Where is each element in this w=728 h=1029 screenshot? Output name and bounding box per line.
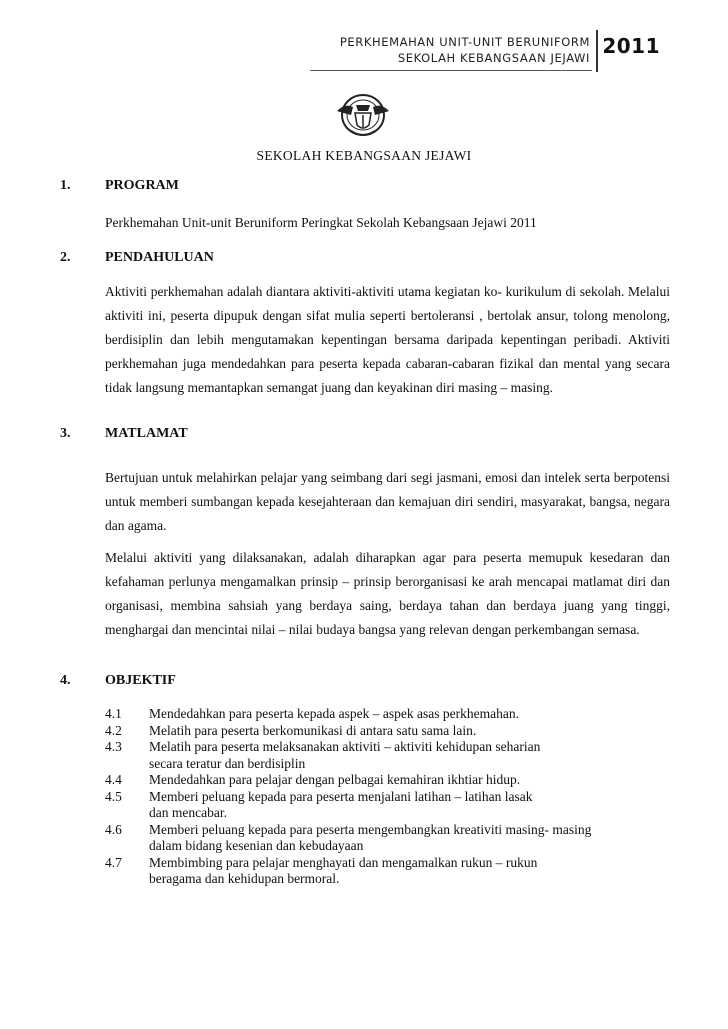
section-4-number: 4. xyxy=(60,673,71,688)
section-4-title: OBJEKTIF xyxy=(105,673,176,688)
list-item-text xyxy=(149,855,670,888)
pendahuluan-paragraph: Aktiviti perkhemahan adalah diantara aktiviti-aktiviti utama kegiatan ko- kurikulum di sekolah. Melalui aktiviti ini, peserta dipupuk dengan sifat mulia seperti bertoleransi , bertolak ansur, tolong menolong, berdisiplin dan lebih mengutamakan kepentingan bersama daripada kepentingan peribadi. Aktiviti perkhemahan juga mendedahkan para peserta kepada cabaran-cabaran fizikal dan mental yang secara tidak langsung memantapkan semangat juang dan keyakinan diri masing – masing. xyxy=(105,284,670,395)
list-item-number: 4.7 xyxy=(105,854,122,870)
list-item-line: secara teratur dan berdisiplin xyxy=(149,755,306,771)
list-item-line: Mendedahkan para pelajar dengan pelbagai kemahiran ikhtiar hidup. xyxy=(149,772,521,787)
section-2-title: PENDAHULUAN xyxy=(105,250,214,265)
list-item-number: 4.2 xyxy=(105,722,122,738)
page-header xyxy=(300,30,670,72)
list-item xyxy=(105,706,670,723)
list-item-number: 4.5 xyxy=(105,788,122,804)
school-title: SEKOLAH KEBANGSAAN JEJAWI xyxy=(256,148,472,163)
list-item-number: 4.4 xyxy=(105,772,122,787)
list-item-line: Memberi peluang kepada para peserta menjalani latihan – latihan lasak xyxy=(149,788,533,804)
list-item-text xyxy=(149,822,670,855)
list-item xyxy=(105,772,670,789)
list-item-number: 4.3 xyxy=(105,739,122,754)
list-item xyxy=(105,855,670,888)
list-item-text xyxy=(149,772,670,789)
header-rule xyxy=(310,70,592,71)
matlamat-paragraph-1: Bertujuan untuk melahirkan pelajar yang seimbang dari segi jasmani, emosi dan intelek serta berpotensi untuk memberi sumbangan kepada kesejahteraan dan kemajuan diri sendiri, masyarakat, bangsa, negara dan agama. xyxy=(105,470,670,533)
list-item-line: Membimbing para pelajar menghayati dan mengamalkan rukun – rukun xyxy=(149,854,538,870)
header-separator xyxy=(596,30,598,72)
list-item xyxy=(105,739,670,772)
objektif-list xyxy=(105,706,670,888)
school-crest-icon xyxy=(335,91,391,139)
list-item-line: Melatih para peserta melaksanakan aktiviti – aktiviti kehidupan seharian xyxy=(149,739,541,754)
section-1-number: 1. xyxy=(60,178,71,193)
section-3-title: MATLAMAT xyxy=(105,426,188,441)
list-item-text xyxy=(149,789,670,822)
list-item-line: dalam bidang kesenian dan kebudayaan xyxy=(149,838,364,853)
list-item-text xyxy=(149,739,670,772)
list-item-line: beragama dan kehidupan bermoral. xyxy=(149,871,340,886)
list-item-line: Melatih para peserta berkomunikasi di antara satu sama lain. xyxy=(149,722,477,738)
list-item-line: Memberi peluang kepada para peserta mengembangkan kreativiti masing- masing xyxy=(149,821,592,837)
list-item-line: Mendedahkan para peserta kepada aspek – aspek asas perkhemahan. xyxy=(149,706,519,721)
matlamat-paragraph-2: Melalui aktiviti yang dilaksanakan, adalah diharapkan agar para peserta memupuk kesedaran dan kefahaman perlunya mengamalkan prinsip – prinsip berorganisasi ke arah mencapai matlamat diri dan organisasi, membina sahsiah yang berdaya saing, berdaya tahan dan berdaya juang yang tinggi, menghargai dan mencintai nilai – nilai budaya bangsa yang relevan dengan perkembangan semasa. xyxy=(105,550,670,637)
header-text xyxy=(340,34,590,66)
section-2-number: 2. xyxy=(60,250,71,265)
header-line-2: SEKOLAH KEBANGSAAN JEJAWI xyxy=(397,51,590,65)
list-item xyxy=(105,723,670,740)
list-item xyxy=(105,822,670,855)
header-line-1: PERKHEMAHAN UNIT-UNIT BERUNIFORM xyxy=(339,35,590,49)
header-year: 2011 xyxy=(602,34,660,58)
list-item-text xyxy=(149,706,670,723)
section-3-number: 3. xyxy=(60,426,71,441)
list-item-number: 4.6 xyxy=(105,821,122,837)
list-item-text xyxy=(149,723,670,740)
section-1-title: PROGRAM xyxy=(105,178,179,193)
list-item-line: dan mencabar. xyxy=(149,805,227,820)
list-item-number: 4.1 xyxy=(105,706,122,721)
program-text: Perkhemahan Unit-unit Beruniform Peringkat Sekolah Kebangsaan Jejawi 2011 xyxy=(105,215,537,230)
list-item xyxy=(105,789,670,822)
